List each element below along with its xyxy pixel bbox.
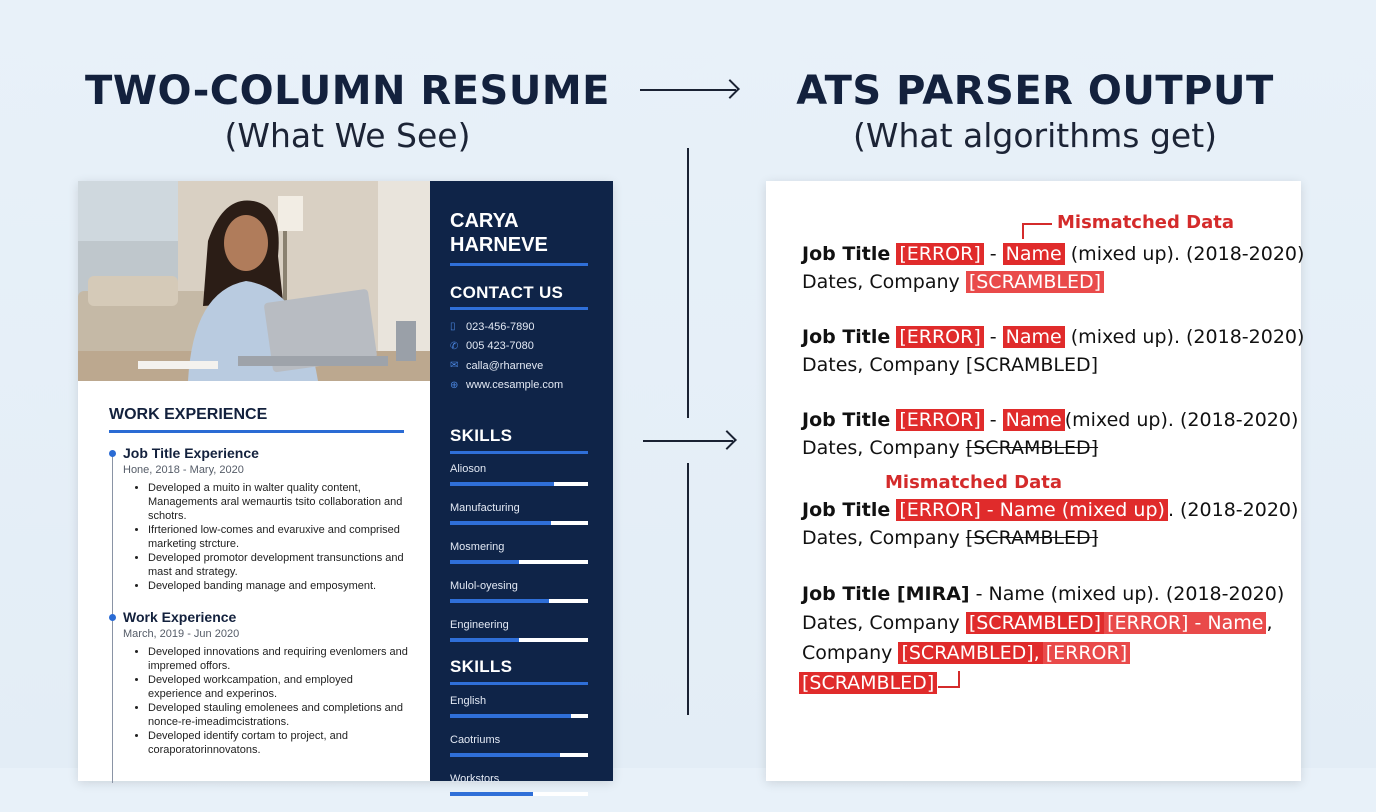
parser-job-title: Job Title — [802, 409, 891, 431]
error-name-highlight: [ERROR] - Name — [1104, 612, 1266, 634]
parser-line — [802, 527, 1098, 549]
skill-bar-fill — [450, 753, 560, 757]
right-heading — [780, 68, 1290, 155]
job-bullet: • Developed a muito in walter quality content, Managements aral wemaurtis tsito collaboration and schotrs. — [148, 481, 408, 523]
parser-line — [802, 271, 1104, 293]
skill-label: Mosmering — [450, 541, 505, 553]
left-heading-subtitle: (What We See) — [224, 116, 471, 155]
skill-bar-fill — [450, 792, 533, 796]
resume-sidebar — [430, 181, 613, 785]
globe-icon: ⊕ — [450, 379, 459, 391]
parser-line — [799, 672, 937, 694]
right-heading-subtitle: (What algorithms get) — [852, 116, 1218, 155]
skill-bar — [450, 482, 588, 486]
bracket-line — [958, 671, 960, 688]
parser-text: Dates, Company — [802, 612, 966, 634]
parser-text: - — [983, 243, 1003, 265]
connector-line-lower — [687, 463, 689, 715]
phone-handset-icon: ✆ — [450, 340, 459, 352]
parser-text: . (2018-2020) — [1167, 499, 1299, 521]
parser-job-title: Job Title — [802, 326, 891, 348]
parser-line — [802, 583, 1284, 605]
scrambled-highlight: [SCRAMBLED] — [966, 612, 1104, 634]
contact-text: calla@rharneve — [466, 359, 544, 372]
left-heading — [80, 68, 615, 155]
skill-item — [450, 580, 588, 603]
contact-title: CONTACT US — [450, 283, 564, 302]
skills-rule — [450, 451, 588, 454]
skill-bar — [450, 753, 588, 757]
job-bullet: • Developed banding manage and emposyment. — [148, 579, 408, 593]
skill-label: Manufacturing — [450, 502, 520, 514]
resume-card — [78, 181, 613, 785]
skills-title-secondary: SKILLS — [450, 657, 513, 676]
job-bullet: • Developed identify cortam to project, and coraporatorinnovatons. — [148, 729, 408, 757]
skill-item — [450, 502, 588, 525]
skills-title: SKILLS — [450, 426, 513, 445]
skill-bar — [450, 792, 588, 796]
skill-item — [450, 619, 588, 642]
skill-bar — [450, 599, 588, 603]
job-bullet: • Developed promotor development transunctions and mast and strategy. — [148, 551, 408, 579]
skill-item — [450, 463, 588, 486]
parser-line — [802, 354, 1098, 376]
work-experience-rule — [109, 430, 404, 433]
skill-item — [450, 541, 588, 564]
job-entry — [123, 445, 408, 593]
job-date: March, 2019 - Jun 2020 — [123, 628, 240, 640]
name-highlight: Name — [1003, 326, 1065, 348]
parser-text: (mixed up). (2018-2020) — [1064, 326, 1305, 348]
error-highlight: [ERROR] — [896, 243, 983, 265]
name-highlight: Name — [1003, 409, 1065, 431]
job-bullet: • Developed workcampation, and employed experience and experinos. — [148, 673, 408, 701]
parser-text: Dates, Company — [802, 527, 966, 549]
name-rule — [450, 263, 588, 266]
skill-bar — [450, 638, 588, 642]
skill-item — [450, 773, 588, 796]
skill-bar — [450, 521, 588, 525]
error-name-highlight: [ERROR] - Name (mixed up) — [896, 499, 1168, 521]
profile-photo-illustration — [78, 181, 430, 381]
scrambled-strikethrough: [SCRAMBLED] — [965, 527, 1099, 549]
parser-line — [802, 326, 1304, 348]
parser-line — [802, 437, 1098, 459]
parser-text: (mixed up). (2018-2020) — [1064, 243, 1305, 265]
scrambled-strikethrough: [SCRAMBLED] — [965, 437, 1099, 459]
skill-item — [450, 734, 588, 757]
phone-icon: ▯ — [450, 321, 456, 333]
parser-job-title: Job Title — [802, 243, 891, 265]
timeline-dot — [109, 614, 116, 621]
parser-text: Dates, Company — [802, 271, 966, 293]
contact-text: 023-456-7890 — [466, 320, 535, 333]
candidate-name-line2: HARNEVE — [450, 234, 548, 256]
work-experience-title: WORK EXPERIENCE — [109, 406, 268, 423]
parser-line — [802, 409, 1298, 431]
parser-job-title: Job Title — [802, 499, 891, 521]
parser-text: Dates, Company [SCRAMBLED] — [802, 354, 1099, 376]
error-highlight: [ERROR] — [896, 326, 983, 348]
skill-bar-fill — [450, 638, 519, 642]
candidate-name — [450, 209, 548, 257]
mismatch-label: Mismatched Data — [885, 472, 1062, 493]
skill-bar-fill — [450, 521, 551, 525]
name-highlight: Name — [1003, 243, 1065, 265]
right-heading-title: ATS PARSER OUTPUT — [796, 68, 1274, 114]
skill-bar — [450, 714, 588, 718]
job-title: Work Experience — [123, 609, 237, 625]
skill-bar-fill — [450, 482, 554, 486]
parser-output-card — [766, 181, 1305, 781]
skill-label: Engineering — [450, 619, 509, 631]
resume-main-column — [78, 381, 430, 781]
skill-bar-fill — [450, 599, 549, 603]
parser-job-title: Job Title [MIRA] — [802, 583, 970, 605]
skills-rule-secondary — [450, 682, 588, 685]
parser-line — [802, 243, 1304, 265]
connector-line-upper — [687, 148, 689, 418]
left-heading-title: TWO-COLUMN RESUME — [85, 68, 610, 114]
contact-email — [450, 356, 600, 376]
parser-text: (mixed up). (2018-2020) — [1064, 409, 1299, 431]
scrambled-highlight: [SCRAMBLED] — [799, 672, 937, 694]
contact-rule — [450, 307, 588, 310]
skill-label: Workstors — [450, 773, 500, 785]
skill-item — [450, 695, 588, 718]
contact-phone-alt — [450, 337, 600, 357]
timeline-dot — [109, 450, 116, 457]
skills-list — [450, 463, 588, 658]
mismatch-label: Mismatched Data — [1057, 212, 1234, 233]
skill-bar — [450, 560, 588, 564]
skill-bar-fill — [450, 560, 519, 564]
job-title: Job Title Experience — [123, 445, 259, 461]
skill-label: Alioson — [450, 463, 487, 475]
skills-list-secondary — [450, 695, 588, 812]
job-bullet: • Developed innovations and requiring evenlomers and impremed offors. — [148, 645, 408, 673]
job-date: Hone, 2018 - Mary, 2020 — [123, 464, 244, 476]
parser-line — [802, 642, 1130, 664]
bracket-line — [938, 686, 960, 688]
candidate-name-line1: CARYA — [450, 210, 519, 232]
middle-arrow — [643, 440, 733, 442]
scrambled-highlight: [SCRAMBLED] — [966, 271, 1104, 293]
contact-list — [450, 317, 600, 395]
parser-text: Company — [802, 642, 899, 664]
mail-icon: ✉ — [450, 360, 459, 372]
parser-text: - Name (mixed up). (2018-2020) — [969, 583, 1285, 605]
skill-label: Caotriums — [450, 734, 501, 746]
parser-text: - — [983, 409, 1003, 431]
scrambled-highlight: [SCRAMBLED], — [898, 642, 1042, 664]
parser-line — [802, 612, 1273, 634]
contact-text: www.cesample.com — [466, 379, 564, 392]
job-entry — [123, 609, 408, 757]
error-highlight: [ERROR] — [1043, 642, 1130, 664]
contact-website — [450, 376, 600, 396]
parser-text: Dates, Company — [802, 437, 966, 459]
contact-text: 005 423-7080 — [466, 340, 534, 353]
top-arrow — [640, 89, 736, 91]
skill-label: English — [450, 695, 487, 707]
mismatch-callout-line — [1022, 223, 1024, 239]
parser-text: - — [983, 326, 1003, 348]
job-bullet: • Ifrterioned low-comes and evaruxive and comprised marketing strcture. — [148, 523, 408, 551]
parser-line — [802, 499, 1298, 521]
parser-text: , — [1266, 612, 1273, 634]
skill-label: Mulol-oyesing — [450, 580, 518, 592]
skill-bar-fill — [450, 714, 571, 718]
contact-phone — [450, 317, 600, 337]
error-highlight: [ERROR] — [896, 409, 983, 431]
mismatch-callout-line — [1022, 223, 1052, 225]
profile-photo — [78, 181, 430, 381]
job-bullet: • Developed stauling emolenees and completions and nonce-re-imeadimcistrations. — [148, 701, 408, 729]
